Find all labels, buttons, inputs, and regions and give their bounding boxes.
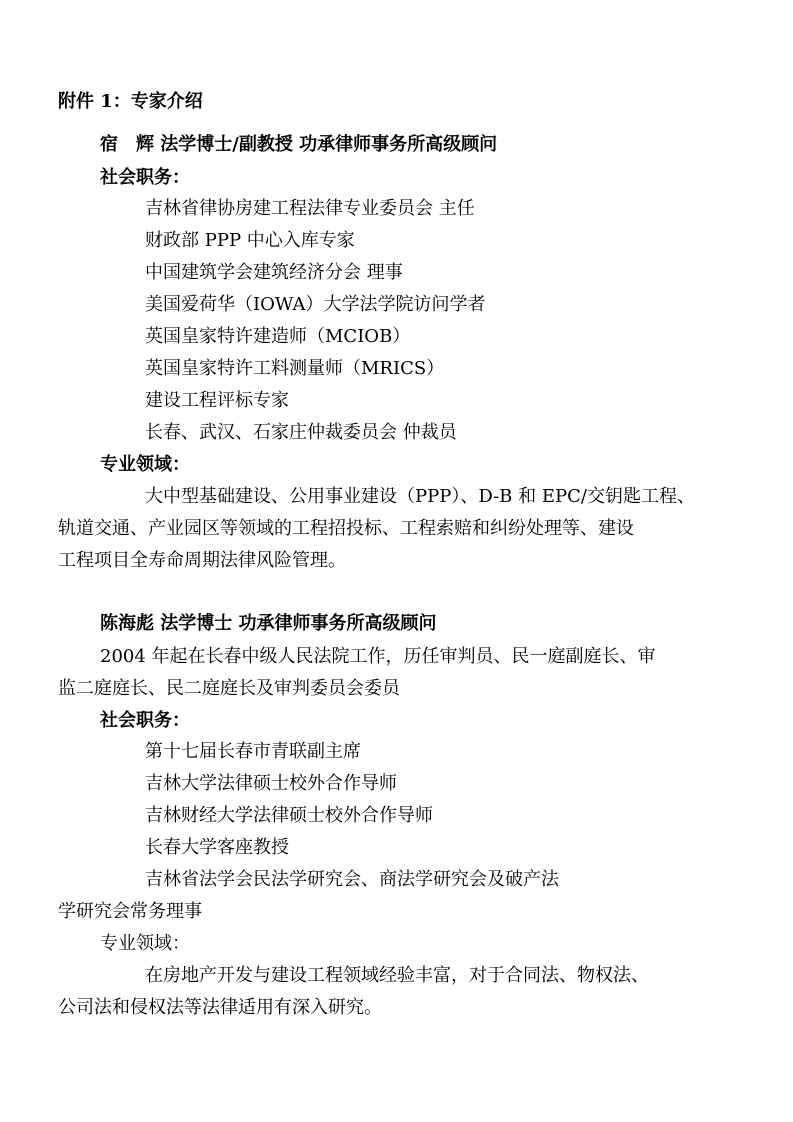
expert-2-social-item: 吉林财经大学法律硕士校外合作导师: [145, 805, 433, 826]
expert-2-intro-line: 2004 年起在长春中级人民法院工作，历任审判员、民一庭副庭长、审: [100, 646, 656, 667]
expert-2-field-line: 在房地产开发与建设工程领域经验丰富，对于合同法、物权法、: [145, 965, 649, 986]
expert-1-field-line: 大中型基础建设、公用事业建设（PPP）、D-B 和 EPC/交钥匙工程、: [145, 486, 695, 507]
expert-2-social-item: 吉林大学法律硕士校外合作导师: [145, 773, 397, 794]
expert-2-header: 陈海彪 法学博士 功承律师事务所高级顾问: [100, 613, 437, 634]
expert-2-social-item: 第十七届长春市青联副主席: [145, 741, 361, 762]
expert-1-social-item: 长春、武汉、石家庄仲裁委员会 仲裁员: [145, 422, 457, 443]
expert-1-field-line: 轨道交通、产业园区等领域的工程招投标、工程索赔和纠纷处理等、建设: [58, 518, 634, 539]
expert-1-field-label: 专业领域：: [100, 454, 190, 475]
expert-1-social-item: 美国爱荷华（IOWA）大学法学院访问学者: [145, 294, 486, 315]
expert-2-social-item: 吉林省法学会民法学研究会、商法学研究会及破产法: [145, 869, 559, 890]
appendix-title: 附件 1：专家介绍: [58, 91, 203, 112]
expert-1-social-label: 社会职务：: [100, 167, 190, 188]
expert-2-field-label: 专业领域：: [100, 933, 190, 954]
expert-1-field-line: 工程项目全寿命周期法律风险管理。: [58, 550, 346, 571]
expert-1-social-item: 建设工程评标专家: [145, 390, 289, 411]
expert-1-social-item: 吉林省律协房建工程法律专业委员会 主任: [145, 198, 475, 219]
expert-2-intro-line: 监二庭庭长、民二庭庭长及审判委员会委员: [58, 678, 400, 699]
expert-1-header: 宿 辉 法学博士/副教授 功承律师事务所高级顾问: [100, 134, 498, 155]
expert-2-social-label: 社会职务：: [100, 710, 190, 731]
expert-1-social-item: 英国皇家特许工料测量师（MRICS）: [145, 358, 445, 379]
expert-2-field-line: 公司法和侵权法等法律适用有深入研究。: [58, 997, 382, 1018]
expert-1-social-item: 英国皇家特许建造师（MCIOB）: [145, 326, 411, 347]
expert-2-social-item-cont: 学研究会常务理事: [58, 901, 202, 922]
expert-2-social-item: 长春大学客座教授: [145, 837, 289, 858]
expert-1-social-item: 中国建筑学会建筑经济分会 理事: [145, 262, 403, 283]
expert-1-social-item: 财政部 PPP 中心入库专家: [145, 230, 355, 251]
